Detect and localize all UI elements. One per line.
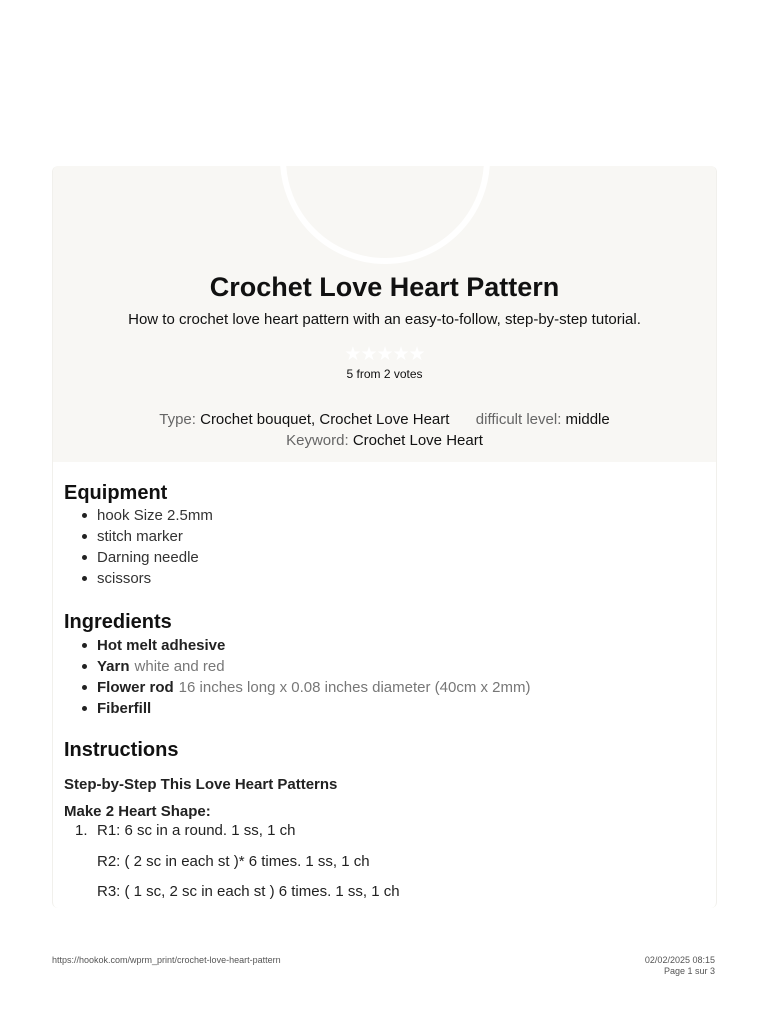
recipe-card [52,166,717,908]
ingredient-name: Yarn [97,658,130,675]
keyword-label: Keyword: [286,432,349,449]
star-rating-icon: ★★★★★ [344,344,425,365]
ingredients-list [64,635,531,719]
instructions-heading: Instructions [64,739,179,761]
ingredients-heading: Ingredients [64,611,172,633]
ingredient-name: Flower rod [97,679,174,696]
footer-datetime: 02/02/2025 08:15 [644,955,715,965]
type-value: Crochet bouquet, Crochet Love Heart [200,411,450,428]
recipe-title: Crochet Love Heart Pattern [209,272,560,302]
type-label: Type: [159,411,196,428]
recipe-header [53,166,716,462]
equipment-item: scissors [64,568,213,589]
ingredient-note: 16 inches long x 0.08 inches diameter (40cm x 2mm) [178,679,531,696]
ingredient-item [64,698,531,719]
keyword-row [53,432,716,449]
ingredient-item [64,635,531,656]
difficulty-value: middle [565,411,610,428]
step-line: R1: 6 sc in a round. 1 ss, 1 ch [97,822,296,839]
equipment-item: hook Size 2.5mm [64,505,213,526]
step-number: 1. [75,822,88,839]
difficulty-label: difficult level: [475,411,562,428]
footer-page-info [645,955,715,977]
ingredient-item [64,656,531,677]
equipment-item: stitch marker [64,526,213,547]
recipe-meta-row [53,411,716,428]
equipment-heading: Equipment [64,482,168,504]
ingredient-item [64,677,531,698]
footer-url: https://hookok.com/wprm_print/crochet-love-heart-pattern [52,955,281,965]
rating-votes: 5 from 2 votes [346,367,423,381]
ingredient-note: white and red [134,658,225,675]
recipe-summary: How to crochet love heart pattern with an easy-to-follow, step-by-step tutorial. [128,311,641,328]
instruction-subgroup-title: Make 2 Heart Shape: [64,803,211,820]
equipment-list [64,505,213,589]
ingredient-name: Fiberfill [97,700,152,717]
step-line: R2: ( 2 sc in each st )* 6 times. 1 ss, 1 ch [97,853,370,870]
equipment-item: Darning needle [64,547,213,568]
step-line: R3: ( 1 sc, 2 sc in each st ) 6 times. 1 ss, 1 ch [97,883,400,900]
footer-page-number: Page 1 sur 3 [663,966,715,976]
ingredient-name: Hot melt adhesive [97,637,226,654]
keyword-value: Crochet Love Heart [352,432,483,449]
recipe-image-placeholder [280,166,490,264]
instruction-group-title: Step-by-Step This Love Heart Patterns [64,776,338,793]
